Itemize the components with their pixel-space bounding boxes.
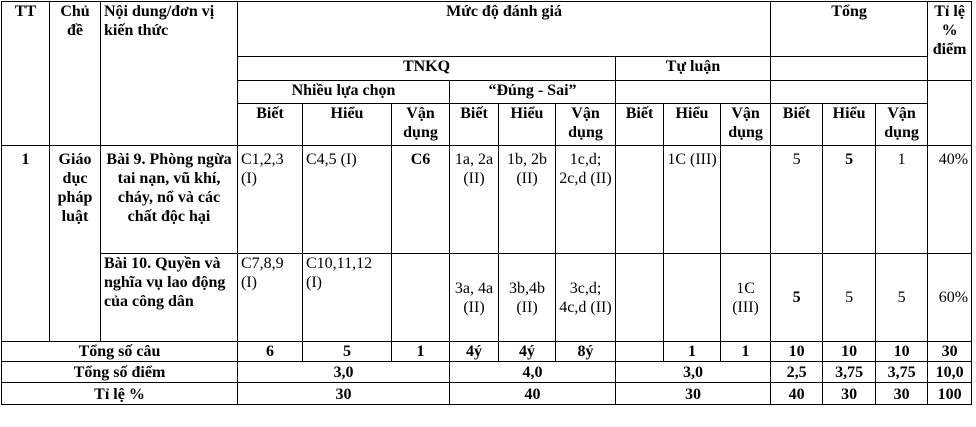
- header-ti-le-blank: [928, 81, 972, 146]
- tong-so-cau-value: [616, 342, 664, 362]
- cell-ds-biet: 3a, 4a (II): [450, 254, 499, 342]
- row-tt: 1: [2, 146, 50, 342]
- ti-le-phan-tram-hieu: 30: [823, 383, 876, 405]
- header-ds-biet: Biết: [450, 104, 499, 146]
- ti-le-phan-tram-ds: 40: [450, 383, 616, 405]
- row-noi-dung: Bài 9. Phòng ngừa tai nạn, vũ khí, cháy, nổ và các chất độc hại: [101, 146, 238, 254]
- header-ds-hieu: Hiểu: [499, 104, 556, 146]
- header-tl-biet: Biết: [616, 104, 664, 146]
- cell-nlc-biet: C1,2,3 (I): [238, 146, 303, 254]
- row-chu-de: Giáo dục pháp luật: [50, 146, 101, 342]
- header-tl-van-dung: Vận dụng: [721, 104, 771, 146]
- cell-ds-hieu: 3b,4b (II): [499, 254, 556, 342]
- cell-tl-hieu: 1C (III): [664, 146, 721, 254]
- header-nlc-hieu: Hiểu: [303, 104, 392, 146]
- ti-le-phan-tram-biet: 40: [771, 383, 823, 405]
- tong-so-diem-ti-le: 10,0: [928, 362, 972, 383]
- ti-le-phan-tram-label: Tỉ lệ %: [2, 383, 238, 405]
- cell-ti-le: 60%: [928, 254, 972, 342]
- tong-so-diem-nlc: 3,0: [238, 362, 450, 383]
- header-tl-hieu: Hiểu: [664, 104, 721, 146]
- cell-tong-biet: 5: [771, 254, 823, 342]
- tong-so-diem-tu-luan: 3,0: [616, 362, 771, 383]
- ti-le-phan-tram-ti-le: 100: [928, 383, 972, 405]
- tong-so-cau-value: 4ý: [499, 342, 556, 362]
- tong-so-diem-hieu: 3,75: [823, 362, 876, 383]
- tong-so-diem-ds: 4,0: [450, 362, 616, 383]
- cell-tong-hieu: 5: [823, 254, 876, 342]
- cell-nlc-hieu: C10,11,12 (I): [303, 254, 392, 342]
- header-tnkq: TNKQ: [238, 57, 616, 81]
- header-tong-blank-2: [771, 81, 928, 104]
- tong-so-diem-van-dung: 3,75: [876, 362, 928, 383]
- cell-tl-van-dung: [721, 146, 771, 254]
- header-ds-van-dung: Vận dụng: [556, 104, 616, 146]
- header-tong: Tổng: [771, 2, 928, 57]
- ti-le-phan-tram-van-dung: 30: [876, 383, 928, 405]
- cell-tl-biet: [616, 146, 664, 254]
- header-nlc-biet: Biết: [238, 104, 303, 146]
- cell-tl-van-dung: 1C (III): [721, 254, 771, 342]
- cell-nlc-van-dung: [392, 254, 450, 342]
- tong-so-diem-label: Tổng số điểm: [2, 362, 238, 383]
- tong-so-cau-label: Tổng số câu: [2, 342, 238, 362]
- ti-le-phan-tram-nlc: 30: [238, 383, 450, 405]
- cell-tong-biet: 5: [771, 146, 823, 254]
- cell-nlc-van-dung: C6: [392, 146, 450, 254]
- tong-so-cau-value: 1: [392, 342, 450, 362]
- cell-tl-biet: [616, 254, 664, 342]
- header-ti-le-diem: Tỉ lệ % điểm: [928, 2, 972, 81]
- tong-so-cau-value: 30: [928, 342, 972, 362]
- header-nlc-van-dung: Vận dụng: [392, 104, 450, 146]
- header-tong-blank: [771, 57, 928, 81]
- header-tt: TT: [2, 2, 50, 146]
- row-noi-dung: Bài 10. Quyền và nghĩa vụ lao động của công dân: [101, 254, 238, 342]
- cell-ds-hieu: 1b, 2b (II): [499, 146, 556, 254]
- cell-tong-van-dung: 1: [876, 146, 928, 254]
- cell-ds-van-dung: 3c,d; 4c,d (II): [556, 254, 616, 342]
- tong-so-cau-value: 10: [823, 342, 876, 362]
- header-tu-luan: Tự luận: [616, 57, 771, 81]
- cell-tong-van-dung: 5: [876, 254, 928, 342]
- cell-ti-le: 40%: [928, 146, 972, 254]
- tong-so-cau-value: 4ý: [450, 342, 499, 362]
- assessment-matrix-table: [1, 1, 972, 405]
- cell-tl-hieu: [664, 254, 721, 342]
- tong-so-cau-value: 6: [238, 342, 303, 362]
- ti-le-phan-tram-tu-luan: 30: [616, 383, 771, 405]
- tong-so-diem-biet: 2,5: [771, 362, 823, 383]
- tong-so-cau-value: 10: [771, 342, 823, 362]
- cell-nlc-biet: C7,8,9 (I): [238, 254, 303, 342]
- tong-so-cau-value: 10: [876, 342, 928, 362]
- header-tong-van-dung: Vận dụng: [876, 104, 928, 146]
- header-tu-luan-blank: [616, 81, 771, 104]
- cell-nlc-hieu: C4,5 (I): [303, 146, 392, 254]
- header-chu-de: Chủ đề: [50, 2, 101, 146]
- header-dung-sai: “Đúng - Sai”: [450, 81, 616, 104]
- tong-so-cau-value: 1: [664, 342, 721, 362]
- header-muc-do-danh-gia: Mức độ đánh giá: [238, 2, 771, 57]
- header-tong-hieu: Hiểu: [823, 104, 876, 146]
- header-noi-dung: Nội dung/đơn vị kiến thức: [101, 2, 238, 146]
- cell-ds-van-dung: 1c,d; 2c,d (II): [556, 146, 616, 254]
- tong-so-cau-value: 8ý: [556, 342, 616, 362]
- tong-so-cau-value: 5: [303, 342, 392, 362]
- cell-tong-hieu: 5: [823, 146, 876, 254]
- cell-ds-biet: 1a, 2a (II): [450, 146, 499, 254]
- header-nhieu-lua-chon: Nhiều lựa chọn: [238, 81, 450, 104]
- tong-so-cau-value: 1: [721, 342, 771, 362]
- header-tong-biet: Biết: [771, 104, 823, 146]
